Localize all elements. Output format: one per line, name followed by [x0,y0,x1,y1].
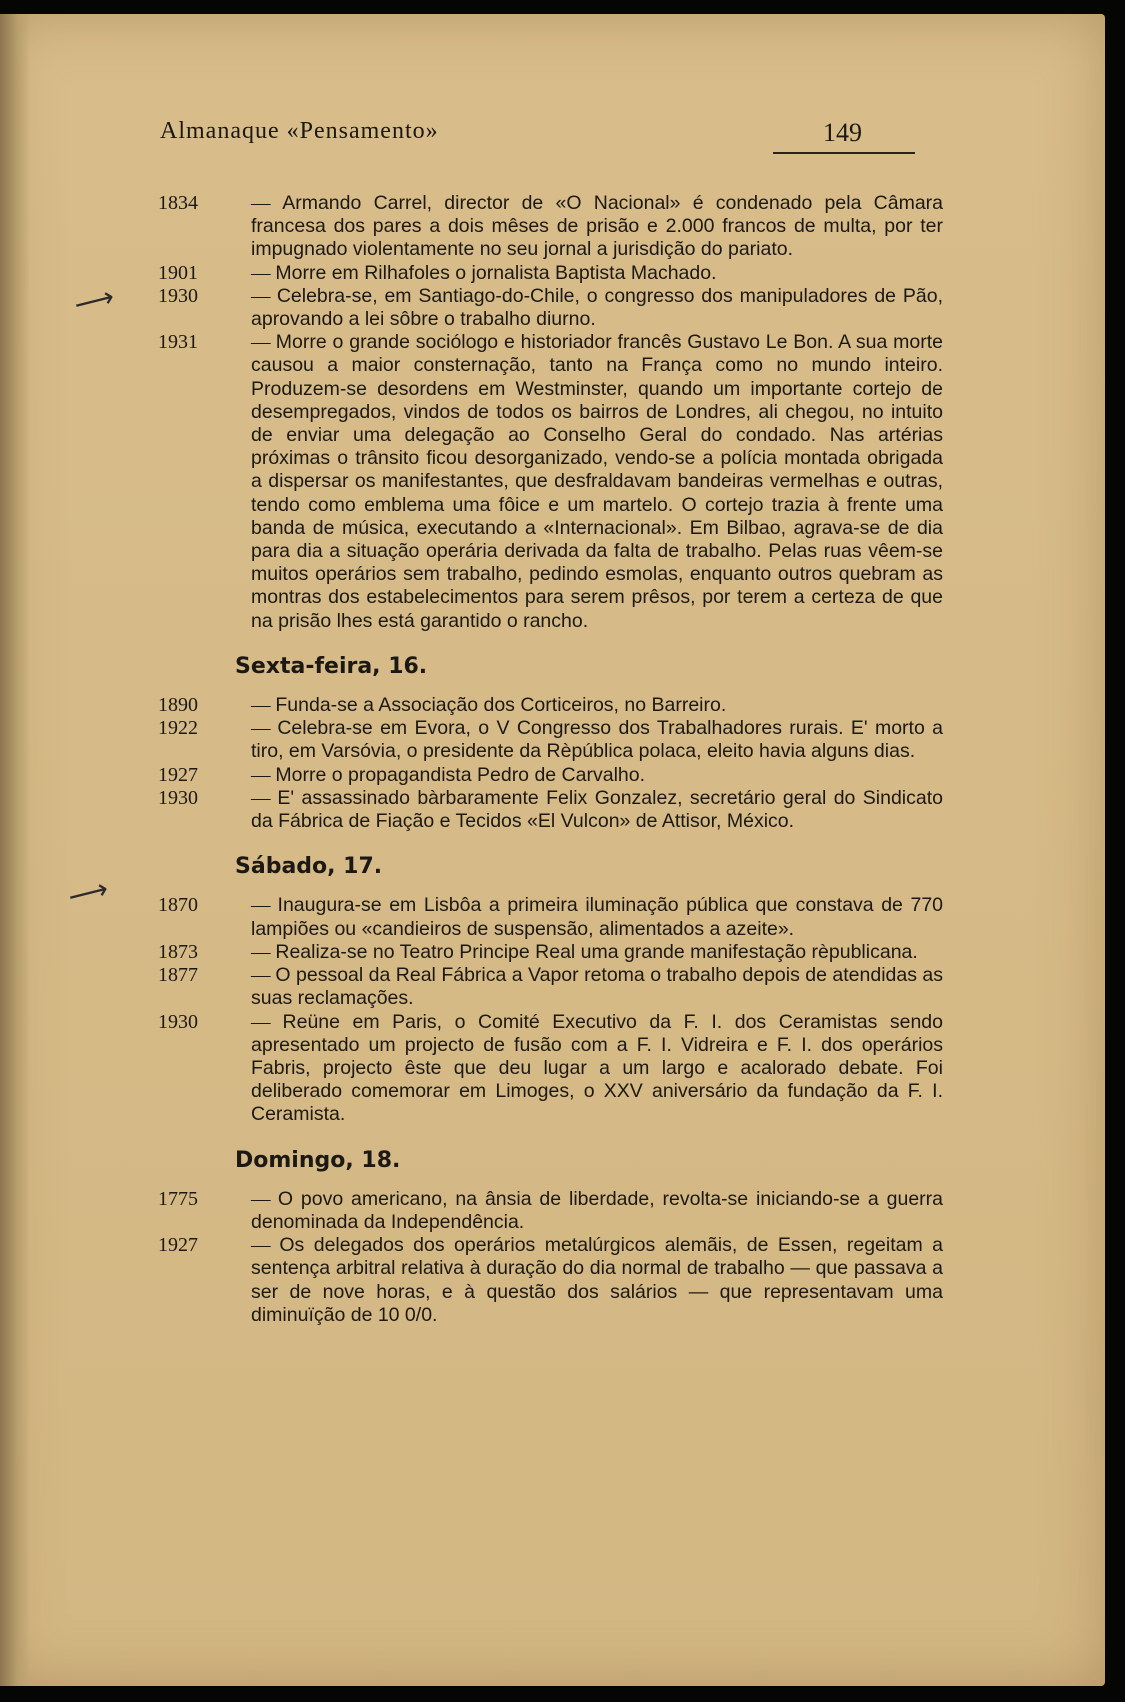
entry-text: O povo americano, na ânsia de liberdade, revolta-se iniciando-se a guerra denominada da Independência. [251,1187,944,1233]
entry: 1930 — Reüne em Paris, o Comité Executivo da F. I. dos Ceramistas sendo apresentado um projecto de fusão com a F. I. Vidreira e F. I. dos operários Fabris, projecto êste que deu lugar a um largo e acalorado debate. Foi deliberado comemorar em Limoges, o XXV aniversário da fundação da F. I. Ceramista. [158,1010,944,1126]
entry-year: 1930 [158,284,198,307]
entry: 1927 — Os delegados dos operários metalúrgicos alemãis, de Essen, regeitam a sentença arbitral relativa à duração do dia normal de trabalho — que passava a ser de nove horas, e à questão dos salários — que representavam uma diminuïção de 10 0/0. [158,1234,943,1326]
page-number: 149 [823,118,862,147]
entry-text: Armando Carrel, director de «O Nacional» é condenado pela Câmara francesa dos pares a dois mêses de prisão e 2.000 francos de multa, por ter impugnado violentamente no seu jornal a jurisdição do pariato. [251,192,944,261]
day-heading: Sexta-feira, 16. [235,653,428,679]
entry: 1890 — Funda-se a Associação dos Corticeiros, no Barreiro. [158,694,727,717]
entry-text: Realiza-se no Teatro Principe Real uma grande manifestação rèpublicana. [275,940,918,963]
entry: 1930 — E' assassinado bàrbaramente Felix Gonzalez, secretário geral do Sindicato da Fábrica de Fiação e Tecidos «El Vulcon» de Attisor, México. [158,786,944,833]
entry: 1834 — Armando Carrel, director de «O Nacional» é condenado pela Câmara francesa dos pares a dois mêses de prisão e 2.000 francos de multa, por ter impugnado violentamente no seu jornal a jurisdição do pariato. [158,192,944,261]
entry-text: Funda-se a Associação dos Corticeiros, no Barreiro. [275,694,727,717]
entry-year: 1922 [158,717,198,740]
entry-year: 1931 [158,331,198,354]
entry-text: Reüne em Paris, o Comité Executivo da F. I. dos Ceramistas sendo apresentado um projecto de fusão com a F. I. Vidreira e F. I. dos operários Fabris, projecto êste que deu lugar a um largo e acalorado debate. Foi deliberado comemorar em Limoges, o XXV aniversário da fundação da F. I. Ceramista. [251,1010,944,1126]
entry: 1927 — Morre o propagandista Pedro de Carvalho. [158,763,646,786]
entry-text: Morre o propagandista Pedro de Carvalho. [275,763,646,786]
entry-text: O pessoal da Real Fábrica a Vapor retoma o trabalho depois de atendidas as suas reclamações. [251,964,944,1010]
entry-text: Celebra-se, em Santiago-do-Chile, o congresso dos manipuladores de Pão, aprovando a lei sôbre o trabalho diurno. [251,284,943,331]
entry-year: 1834 [158,192,198,214]
entry: 1775 — O povo americano, na ânsia de liberdade, revolta-se iniciando-se a guerra denominada da Independência. [158,1187,944,1233]
entry-year: 1877 [158,964,198,987]
entry-year: 1930 [158,1010,198,1033]
handwritten-arrow-icon: ⟶ [64,871,112,914]
section [158,1149,943,1327]
entry: 1901 — Morre em Rilhafoles o jornalista Baptista Machado. [158,261,717,284]
entry-text: Morre em Rilhafoles o jornalista Baptista Machado. [275,261,717,284]
entry: 1931 — Morre o grande sociólogo e historiador francês Gustavo Le Bon. A sua morte causou a maior consternação, tanto na França como no mundo inteiro. Produzem-se desordens em Westminster, quando um importante cortejo de desempregados, vindos de todos os bairros de Londres, ali chegou, no intuito de enviar uma delegação ao Conselho Geral do condado. Nas artérias próximas o trânsito ficou desorganizado, vendo-se a polícia montada obrigada a dispersar os manifestantes, que desfraldavam bandeiras vermelhas e outras, tendo como emblema uma fôice e um martelo. O cortejo trazia à frente uma banda de música, executando a «Internacional». Em Bilbao, agrava-se de dia para dia a situação operária derivada da falta de trabalho. Pelas ruas vêem-se muitos operários sem trabalho, pedindo esmolas, enquanto outros quebram as montras dos estabelecimentos para serem prêsos, por terem a certeza de que na prisão lhes está garantido o rancho. [158,331,944,632]
running-header [160,118,918,154]
day-heading: Sábado, 17. [235,854,383,880]
book-spine-shadow [0,14,30,1686]
handwritten-arrow-icon: ⟶ [70,279,118,322]
entry-year: 1930 [158,786,198,809]
section [158,655,943,833]
entry-year: 1873 [158,940,198,963]
entry-year: 1927 [158,763,198,786]
running-title: Almanaque «Pensamento» [160,118,439,144]
entry-year: 1890 [158,694,198,717]
entry-text: Morre o grande sociólogo e historiador francês Gustavo Le Bon. A sua morte causou a maior consternação, tanto na França como no mundo inteiro. Produzem-se desordens em Westminster, quando um importante cortejo de desempregados, vindos de todos os bairros de Londres, ali chegou, no intuito de enviar uma delegação ao Conselho Geral do condado. Nas artérias próximas o trânsito ficou desorganizado, vendo-se a polícia montada obrigada a dispersar os manifestantes, que desfraldavam bandeiras vermelhas e outras, tendo como emblema uma fôice e um martelo. O cortejo trazia à frente uma banda de música, executando a «Internacional». Em Bilbao, agrava-se de dia para dia a situação operária derivada da falta de trabalho. Pelas ruas vêem-se muitos operários sem trabalho, pedindo esmolas, enquanto outros quebram as montras dos estabelecimentos para serem prêsos, por terem a certeza de que na prisão lhes está garantido o rancho. [251,331,944,632]
entry: 1873 — Realiza-se no Teatro Principe Real uma grande manifestação rèpublicana. [158,940,918,963]
entry: 1877 — O pessoal da Real Fábrica a Vapor retoma o trabalho depois de atendidas as suas reclamações. [158,964,944,1010]
entry: 1930 — Celebra-se, em Santiago-do-Chile, o congresso dos manipuladores de Pão, aprovando a lei sôbre o trabalho diurno. [158,284,943,331]
entry: 1870 — Inaugura-se em Lisbôa a primeira iluminação pública que constava de 770 lampiões ou «candieiros de suspensão, alimentados a azeite». [158,894,944,940]
section [158,192,943,633]
entry-text: Celebra-se em Evora, o V Congresso dos Trabalhadores rurais. E' morto a tiro, em Varsóvia, o presidente da Rèpública polaca, eleito havia alguns dias. [251,717,943,763]
entry-year: 1927 [158,1234,198,1257]
entry-text: E' assassinado bàrbaramente Felix Gonzalez, secretário geral do Sindicato da Fábrica de Fiação e Tecidos «El Vulcon» de Attisor, México. [251,786,944,833]
entry-text: Os delegados dos operários metalúrgicos alemãis, de Essen, regeitam a sentença arbitral relativa à duração do dia normal de trabalho — que passava a ser de nove horas, e à questão dos salários — que representavam uma diminuïção de 10 0/0. [251,1234,943,1326]
entry: 1922 — Celebra-se em Evora, o V Congresso dos Trabalhadores rurais. E' morto a tiro, em Varsóvia, o presidente da Rèpública polaca, eleito havia alguns dias. [158,717,943,763]
section [158,855,943,1126]
entry-year: 1901 [158,261,198,284]
header-rule [773,152,915,154]
entry-year: 1775 [158,1187,198,1210]
almanac-content [158,192,943,1327]
entry-year: 1870 [158,894,198,917]
entry-text: Inaugura-se em Lisbôa a primeira iluminação pública que constava de 770 lampiões ou «candieiros de suspensão, alimentados a azeite». [251,894,944,940]
day-heading: Domingo, 18. [235,1147,401,1173]
